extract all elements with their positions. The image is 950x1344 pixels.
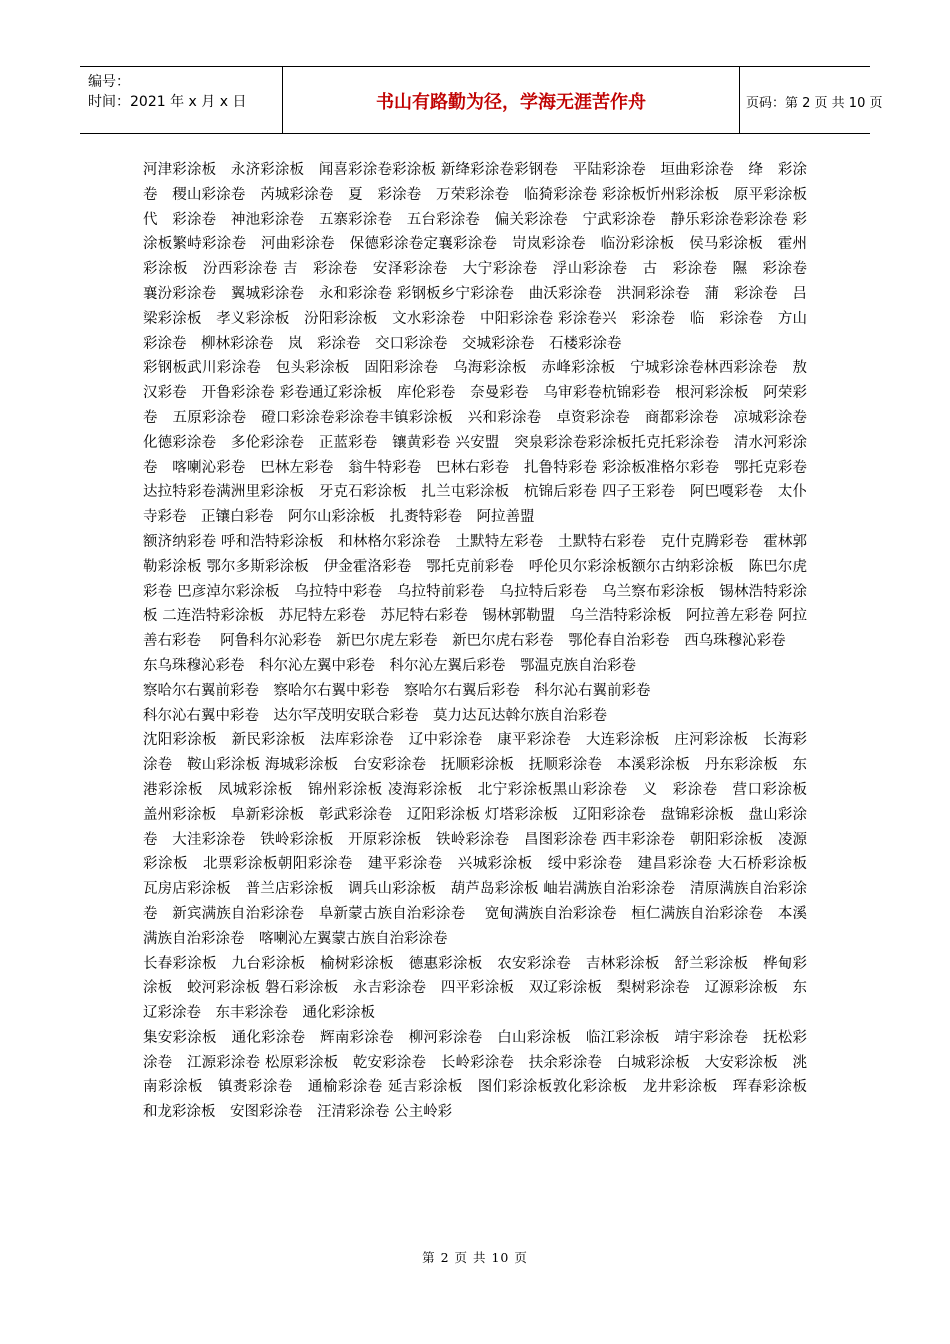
body-paragraph: 科尔沁右翼中彩卷 达尔罕茂明安联合彩卷 莫力达瓦达斡尔族自治彩卷 <box>143 707 607 724</box>
motto-text: 书山有路勤为径，学海无涯苦作舟 <box>376 92 646 113</box>
body-paragraph: 长春彩涂板 九台彩涂板 榆树彩涂板 德惠彩涂板 农安彩涂卷 吉林彩涂板 舒兰彩涂板 桦甸彩涂板 蛟河彩涂板 磐石彩涂板 永吉彩涂卷 四平彩涂板 双辽彩涂板 梨树彩涂卷 辽源彩涂板 东辽彩涂卷 东丰彩涂卷 通化彩涂板 <box>143 955 807 1022</box>
document-header <box>80 66 883 134</box>
body-paragraph: 河津彩涂板 永济彩涂板 闻喜彩涂卷彩涂板 新绛彩涂卷彩钢卷 平陆彩涂卷 垣曲彩涂卷 绛 彩涂卷 稷山彩涂卷 芮城彩涂卷 夏 彩涂卷 万荣彩涂卷 临猗彩涂卷 彩涂板忻州彩涂板 原平彩涂板 代 彩涂卷 神池彩涂卷 五寨彩涂卷 五台彩涂卷 偏关彩涂卷 宁武彩涂卷 静乐彩涂卷彩涂卷 彩涂板繁峙彩涂卷 河曲彩涂卷 保德彩涂卷定襄彩涂卷 岢岚彩涂卷 临汾彩涂板 侯马彩涂板 霍州彩涂板 汾西彩涂卷 吉 彩涂卷 安泽彩涂卷 大宁彩涂卷 浮山彩涂卷 古 彩涂卷 隰 彩涂卷 襄汾彩涂卷 翼城彩涂卷 永和彩涂卷 彩钢板乡宁彩涂卷 曲沃彩涂卷 洪洞彩涂卷 蒲 彩涂卷 吕梁彩涂板 孝义彩涂板 汾阳彩涂板 文水彩涂卷 中阳彩涂卷 彩涂卷兴 彩涂卷 临 彩涂卷 方山彩涂卷 柳林彩涂卷 岚 彩涂卷 交口彩涂卷 交城彩涂卷 石楼彩涂卷 <box>143 162 822 352</box>
body-paragraph: 察哈尔右翼前彩卷 察哈尔右翼中彩卷 察哈尔右翼后彩卷 科尔沁右翼前彩卷 <box>143 682 651 699</box>
body-paragraph: 集安彩涂板 通化彩涂卷 辉南彩涂卷 柳河彩涂卷 白山彩涂板 临江彩涂板 靖宇彩涂卷 抚松彩涂卷 江源彩涂卷 松原彩涂板 乾安彩涂卷 长岭彩涂卷 扶余彩涂卷 白城彩涂板 大安彩涂板 洮南彩涂板 镇赉彩涂卷 通榆彩涂卷 延吉彩涂板 图们彩涂板敦化彩涂板 龙井彩涂板 珲春彩涂板 和龙彩涂板 安图彩涂卷 汪清彩涂卷 公主岭彩 <box>143 1029 822 1121</box>
serial-number-label: 编号： <box>88 74 130 90</box>
body-paragraph: 沈阳彩涂板 新民彩涂板 法库彩涂卷 辽中彩涂卷 康平彩涂卷 大连彩涂板 庄河彩涂板 长海彩涂卷 鞍山彩涂板 海城彩涂板 台安彩涂卷 抚顺彩涂板 抚顺彩涂卷 本溪彩涂板 丹东彩涂板 东港彩涂板 凤城彩涂板 锦州彩涂板 凌海彩涂板 北宁彩涂板黑山彩涂卷 义 彩涂卷 营口彩涂板 盖州彩涂板 阜新彩涂板 彰武彩涂卷 辽阳彩涂板 灯塔彩涂板 辽阳彩涂卷 盘锦彩涂板 盘山彩涂卷 大洼彩涂卷 铁岭彩涂板 开原彩涂板 铁岭彩涂卷 昌图彩涂卷 西丰彩涂卷 朝阳彩涂板 凌源彩涂板 北票彩涂板朝阳彩涂卷 建平彩涂卷 兴城彩涂板 绥中彩涂卷 建昌彩涂卷 大石桥彩涂板 瓦房店彩涂板 普兰店彩涂板 调兵山彩涂板 葫芦岛彩涂板 岫岩满族自治彩涂卷 清原满族自治彩涂卷 新宾满族自治彩涂卷 阜新蒙古族自治彩涂卷 宽甸满族自治彩涂卷 桓仁满族自治彩涂卷 本溪满族自治彩涂卷 喀喇沁左翼蒙古族自治彩涂卷 <box>143 732 822 947</box>
date-label: 时间：2021 年 x 月 x 日 <box>88 94 247 110</box>
body-paragraph: 彩钢板武川彩涂卷 包头彩涂板 固阳彩涂卷 乌海彩涂板 赤峰彩涂板 宁城彩涂卷林西彩涂卷 敖汉彩卷 开鲁彩涂卷 彩卷通辽彩涂板 库伦彩卷 奈曼彩卷 乌审彩卷杭锦彩卷 根河彩涂板 阿荣彩卷 五原彩涂卷 磴口彩涂卷彩涂卷丰镇彩涂板 兴和彩涂卷 卓资彩涂卷 商都彩涂卷 凉城彩涂卷 化德彩涂卷 多伦彩涂卷 正蓝彩卷 镶黄彩卷 兴安盟 突泉彩涂卷彩涂板托克托彩涂卷 清水河彩涂卷 喀喇沁彩卷 巴林左彩卷 翁牛特彩卷 巴林右彩卷 扎鲁特彩卷 彩涂板准格尔彩卷 鄂托克彩卷 达拉特彩卷满洲里彩涂板 牙克石彩涂板 扎兰屯彩涂板 杭锦后彩卷 四子王彩卷 阿巴嘎彩卷 太仆寺彩卷 正镶白彩卷 阿尔山彩涂板 扎赉特彩卷 阿拉善盟 <box>143 360 822 526</box>
body-paragraph: 额济纳彩卷 呼和浩特彩涂板 和林格尔彩涂卷 土默特左彩卷 土默特右彩卷 克什克腾彩卷 霍林郭勒彩涂板 鄂尔多斯彩涂板 伊金霍洛彩卷 鄂托克前彩卷 呼伦贝尔彩涂板额尔古纳彩涂板 陈巴尔虎彩卷 巴彦淖尔彩涂板 乌拉特中彩卷 乌拉特前彩卷 乌拉特后彩卷 乌兰察布彩涂板 锡林浩特彩涂板 二连浩特彩涂板 苏尼特左彩卷 苏尼特右彩卷 锡林郭勒盟 乌兰浩特彩涂板 阿拉善左彩卷 阿拉善右彩卷 阿鲁科尔沁彩卷 新巴尔虎左彩卷 新巴尔虎右彩卷 鄂伦春自治彩卷 西乌珠穆沁彩卷 <box>143 533 807 650</box>
header-page-cell <box>738 67 883 133</box>
page-number-label: 页码：第 2 页 共 10 页 <box>746 96 883 111</box>
header-motto-cell <box>282 67 740 133</box>
document-body <box>143 158 822 1125</box>
page-footer: 第 2 页 共 10 页 <box>422 1250 528 1265</box>
body-paragraph: 东乌珠穆沁彩卷 科尔沁左翼中彩卷 科尔沁左翼后彩卷 鄂温克族自治彩卷 <box>143 657 636 674</box>
header-info-cell <box>80 67 282 133</box>
